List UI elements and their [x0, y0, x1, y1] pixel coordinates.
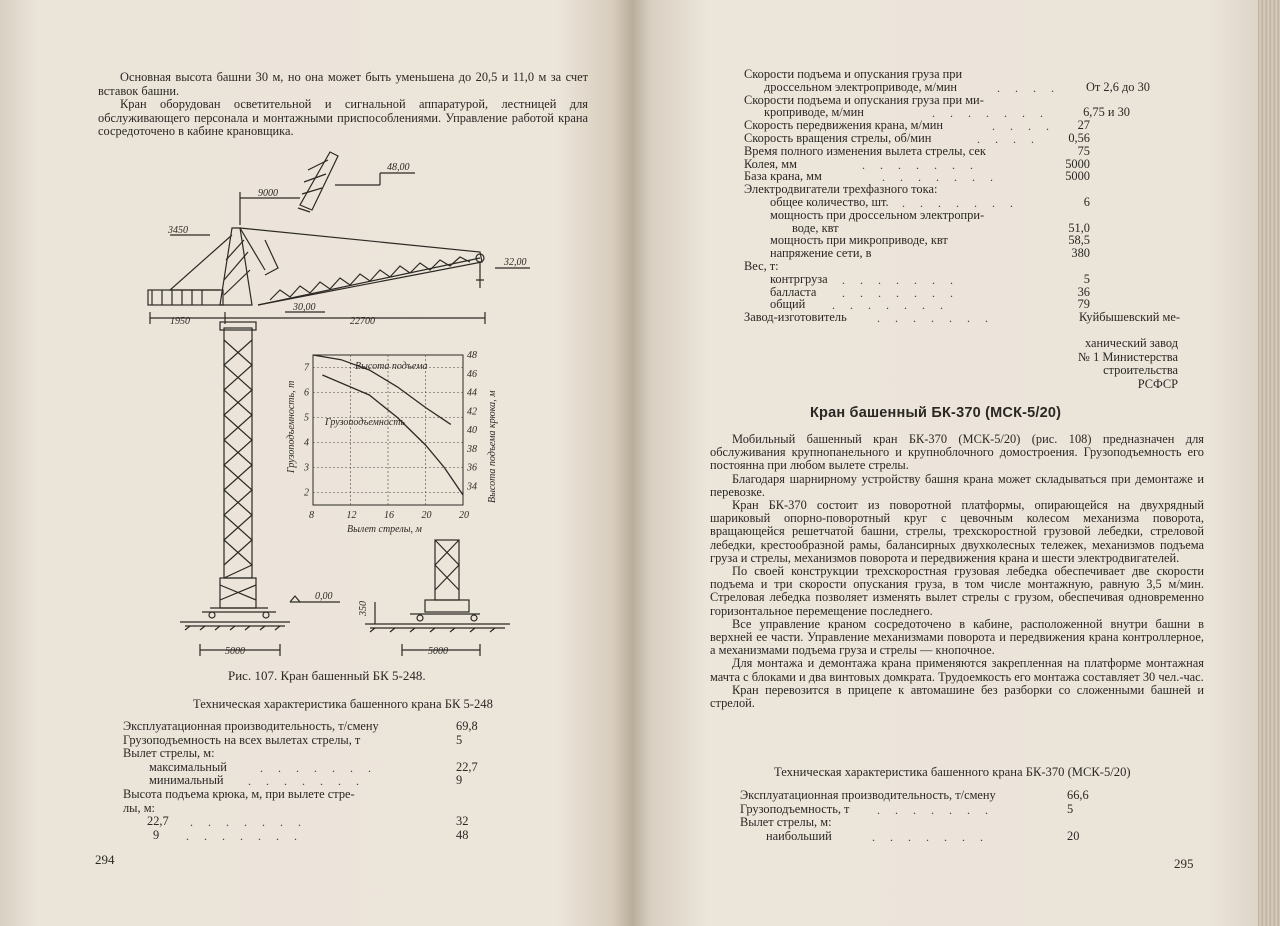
- chart-x-axis-label: Вылет стрелы, м: [347, 524, 422, 535]
- leader-dots: . . . . . . .: [862, 157, 979, 172]
- leader-dots: . . . . . . .: [260, 760, 377, 775]
- intro-paragraph: Кран оборудован осветительной и сигнальной аппаратурой, лестницей для обслуживающего персонала и монтажными приспособлениями. Управление работой крана сосредоточено в кабине крановщика.: [98, 97, 588, 138]
- figure-caption: Рис. 107. Кран башенный БК 5-248.: [228, 668, 426, 683]
- body-paragraph: Кран БК-370 состоит из поворотной платформы, опирающейся на двухрядный шариковый опорно-поворотный круг с цевочным колесом механизма поворота, вращающейся решетчатой башни, стрелы, трехскоростной грузовой лебедки, стреловой лебедки, крестообразной рамы, балансирных двухколесных тележек, механизмов подъема груза и стрелы, механизмов поворота и передвижения крана и шести электродвигателей.: [710, 498, 1204, 565]
- leader-dots: . . . . . . .: [872, 829, 989, 844]
- chart-x-tick-label: 20: [459, 510, 469, 521]
- spec-row-label: Колея, мм: [744, 156, 797, 171]
- spec-row-value: 20: [1067, 828, 1080, 843]
- spec-row-label: балласта: [770, 284, 817, 299]
- tower-mast: [220, 322, 256, 578]
- chart-x-tick-label: 16: [384, 510, 394, 521]
- spec-row-label: Вес, т:: [744, 259, 779, 273]
- chart-y-left-tick-label: 7: [304, 362, 309, 374]
- manufacturer-line: ханический завод: [1084, 336, 1178, 350]
- page-number-right: 295: [1174, 856, 1194, 871]
- spec-row-value: От 2,6 до 30: [1085, 79, 1150, 94]
- spec-row-label: мощность при микроприводе, квт: [770, 233, 948, 248]
- body-paragraph: Мобильный башенный кран БК-370 (МСК-5/20) (рис. 108) предназначен для обслуживания крупнопанельного и крупноблочного домостроения. Грузоподъемность его постоянна при любом вылете стрелы.: [710, 432, 1204, 473]
- chart-y-left-tick-label: 3: [304, 462, 309, 474]
- spec-row-value: 27: [1077, 118, 1090, 133]
- dim-label: 0,00: [315, 591, 333, 602]
- leader-dots: . . . .: [992, 119, 1055, 134]
- leader-dots: . . . . . . .: [877, 802, 994, 817]
- spec-row-value: 5: [1083, 271, 1090, 286]
- chart-x-tick-label: 12: [346, 510, 357, 521]
- right-body: [710, 433, 1204, 710]
- chart-x-tick-label: 20: [421, 510, 432, 521]
- chart-y-right-tick-label: 44: [467, 387, 477, 399]
- spec-row-label: Высота подъема крюка, м, при вылете стре-: [123, 787, 355, 801]
- spec-row-value: 6,75 и 30: [1083, 105, 1130, 120]
- spec-row-value: 9: [456, 773, 463, 788]
- spec-row-value: 5000: [1065, 169, 1090, 184]
- chart-y-right-tick-label: 42: [467, 406, 477, 418]
- tower-side-view: [365, 540, 510, 656]
- chart-series-label: Высота подъема: [355, 361, 428, 372]
- counter-jib: [170, 235, 232, 290]
- dim-label: 3450: [168, 225, 188, 236]
- page-edges: [1258, 0, 1280, 926]
- spec-row-label: Скорости подъема и опускания груза при: [744, 67, 963, 81]
- spec-row-value: 380: [1071, 246, 1090, 261]
- spec-row-label: кроприводе, м/мин: [764, 105, 864, 120]
- leader-dots: . . . . . . .: [842, 285, 959, 300]
- spec-row-label: общий: [770, 297, 806, 312]
- dim-label: 1950: [170, 316, 190, 327]
- spec-row-label: Вылет стрелы, м:: [740, 815, 832, 830]
- chart-series-line: [322, 375, 463, 495]
- manufacturer-line: строительства: [1103, 363, 1178, 377]
- spec-row-label: Скорость передвижения крана, м/мин: [744, 118, 944, 133]
- left-page: [0, 0, 632, 926]
- chart-x-tick-label: 8: [309, 510, 314, 521]
- spec-row-value: 75: [1077, 143, 1090, 158]
- spec-row-label: 22,7: [147, 814, 169, 829]
- spec-row-value: 6: [1083, 195, 1090, 209]
- spec-row-value: 51,0: [1068, 220, 1090, 235]
- chart-y-right-tick-label: 38: [467, 443, 477, 455]
- spec-row-label: Грузоподъемность, т: [740, 801, 850, 816]
- spec-row-label: База крана, мм: [744, 169, 822, 184]
- dim-label: 48,00: [387, 162, 410, 173]
- spec-row-value: 36: [1077, 284, 1090, 299]
- spec-row-value: 5000: [1065, 156, 1090, 171]
- manufacturer-line: № 1 Министерства: [1078, 349, 1178, 364]
- intro-paragraph: Основная высота башни 30 м, но она может быть уменьшена до 20,5 и 11,0 м за счет вставок башни.: [98, 70, 588, 98]
- leader-dots: . . . . . . .: [842, 272, 959, 287]
- dim-label: 22700: [350, 316, 375, 327]
- spec-row-value: 5: [456, 732, 463, 747]
- chart-y-left-tick-label: 2: [304, 487, 309, 499]
- leader-dots: . . . .: [977, 132, 1040, 146]
- chart-y-left-axis-label: Грузоподъемность, т: [286, 380, 297, 473]
- leader-dots: . . . .: [997, 80, 1060, 95]
- dim-label: 30,00: [293, 302, 316, 313]
- spec-row-label: 9: [153, 827, 160, 842]
- spec-row-label: Электродвигатели трехфазного тока:: [744, 182, 938, 197]
- left-spec-title: Техническая характеристика башенного крана БК 5-248: [193, 697, 493, 711]
- spec-row-label: Время полного изменения вылета стрелы, сек: [744, 143, 986, 158]
- left-intro: [98, 71, 588, 139]
- leader-dots: . . . . . . .: [932, 106, 1049, 121]
- body-paragraph: Кран перевозится в прицепе к автомашине без разборки со сложенными башней и стрелой.: [710, 682, 1204, 711]
- spec-row-value: 48: [456, 827, 469, 842]
- dim-label: 5000: [225, 646, 245, 657]
- chart-y-right-tick-label: 46: [467, 368, 477, 380]
- chart-y-left-tick-label: 6: [304, 387, 309, 399]
- manufacturer-line: РСФСР: [1137, 376, 1178, 391]
- body-paragraph: Все управление краном сосредоточено в кабине, расположенной внутри башни в верхней ее части. Управление механизмами поворота и передвижения крана контроллерное, а механизмами подъема груза и стрелы — кнопочное.: [710, 616, 1204, 658]
- page-number-left: 294: [95, 852, 115, 867]
- spec-row-value: 0,56: [1068, 131, 1090, 145]
- chart-y-right-tick-label: 36: [467, 462, 477, 474]
- chart-series-label: Грузоподъемность: [325, 417, 406, 428]
- spec-row-label: максимальный: [149, 759, 227, 774]
- spec-row-label: Эксплуатационная производительность, т/смену: [740, 788, 996, 802]
- spec-row-label: лы, м:: [123, 800, 155, 815]
- dim-label: 9000: [258, 188, 278, 199]
- leader-dots: . . . . . . .: [186, 828, 303, 843]
- spec-row-label: Грузоподъемность на всех вылетах стрелы, т: [123, 732, 361, 747]
- right-page: [632, 0, 1260, 926]
- chart-y-right-tick-label: 48: [467, 350, 477, 361]
- spec-row-value: 79: [1077, 297, 1090, 312]
- chart-y-right-tick-label: 34: [467, 481, 477, 493]
- leader-dots: . . . . . . .: [832, 298, 949, 313]
- dim-label: 5000: [428, 646, 448, 657]
- spec-row-value: 22,7: [456, 759, 478, 774]
- section-title: Кран башенный БК-370 (МСК-5/20): [810, 405, 1062, 421]
- leader-dots: . . . . . . .: [877, 311, 994, 326]
- spec-row-label: Скорости подъема и опускания груза при ми-: [744, 92, 984, 107]
- chart-frame-rect: [313, 355, 463, 505]
- leader-dots: . . . . . . .: [190, 815, 307, 830]
- spec-row-label: напряжение сети, в: [770, 246, 872, 261]
- dim-label: 32,00: [504, 257, 527, 268]
- spec-row-label: дроссельном электроприводе, м/мин: [764, 79, 958, 94]
- body-paragraph: Для монтажа и демонтажа крана применяются закрепленная на платформе монтажная мачта с блоками и два винтовых домкрата. Трудоемкость его монтажа составляет 30 чел.-час.: [710, 656, 1204, 684]
- leader-dots: . . . . . . .: [902, 196, 1019, 210]
- spec-row-label: Скорость вращения стрелы, об/мин: [744, 131, 932, 145]
- spec-row-value: Куйбышевский ме-: [1079, 310, 1180, 325]
- spec-row-label: минимальный: [149, 773, 224, 788]
- right-spec2-title: Техническая характеристика башенного крана БК-370 (МСК-5/20): [774, 765, 1131, 779]
- spec-row-label: Завод-изготовитель: [744, 310, 847, 325]
- body-paragraph: По своей конструкции трехскоростная грузовая лебедка обеспечивает две скорости подъема и три скорости опускания груза, в том числе монтажную, равную 3,5 м/мин. Стреловая лебедка позволяет изменять вылет стрелы с грузом, обеспечивая одновременно горизонтальное перемещение последнего.: [710, 564, 1204, 618]
- chart-y-right-axis-label: Высота подъема крюка, м: [487, 390, 498, 503]
- spec-row-value: 5: [1067, 801, 1074, 816]
- chart-y-right-tick-label: 40: [467, 425, 477, 436]
- spec-row-label: общее количество, шт.: [770, 195, 889, 209]
- spec-row-value: 58,5: [1068, 233, 1090, 248]
- chart-y-left-tick-label: 5: [304, 412, 309, 424]
- spec-row-label: Эксплуатационная производительность, т/смену: [123, 719, 379, 733]
- spec-row-label: Вылет стрелы, м:: [123, 746, 215, 761]
- spec-row-label: контргруза: [770, 271, 828, 286]
- spec-row-value: 69,8: [456, 719, 478, 733]
- load-chart: [285, 345, 500, 535]
- spec-row-label: мощность при дроссельном электропри-: [770, 207, 985, 222]
- body-paragraph: Благодаря шарнирному устройству башня крана может складываться при демонтаже и перевозке.: [710, 471, 1204, 499]
- spec-row-value: 32: [456, 814, 469, 829]
- spec-row-label: наибольший: [766, 828, 832, 843]
- chart-y-left-tick-label: 4: [304, 437, 309, 449]
- leader-dots: . . . . . . .: [882, 170, 999, 185]
- spec-row-value: 66,6: [1067, 788, 1089, 802]
- leader-dots: . . . . . . .: [248, 774, 365, 789]
- dim-label: 350: [358, 601, 369, 616]
- spec-row-label: воде, квт: [792, 220, 839, 235]
